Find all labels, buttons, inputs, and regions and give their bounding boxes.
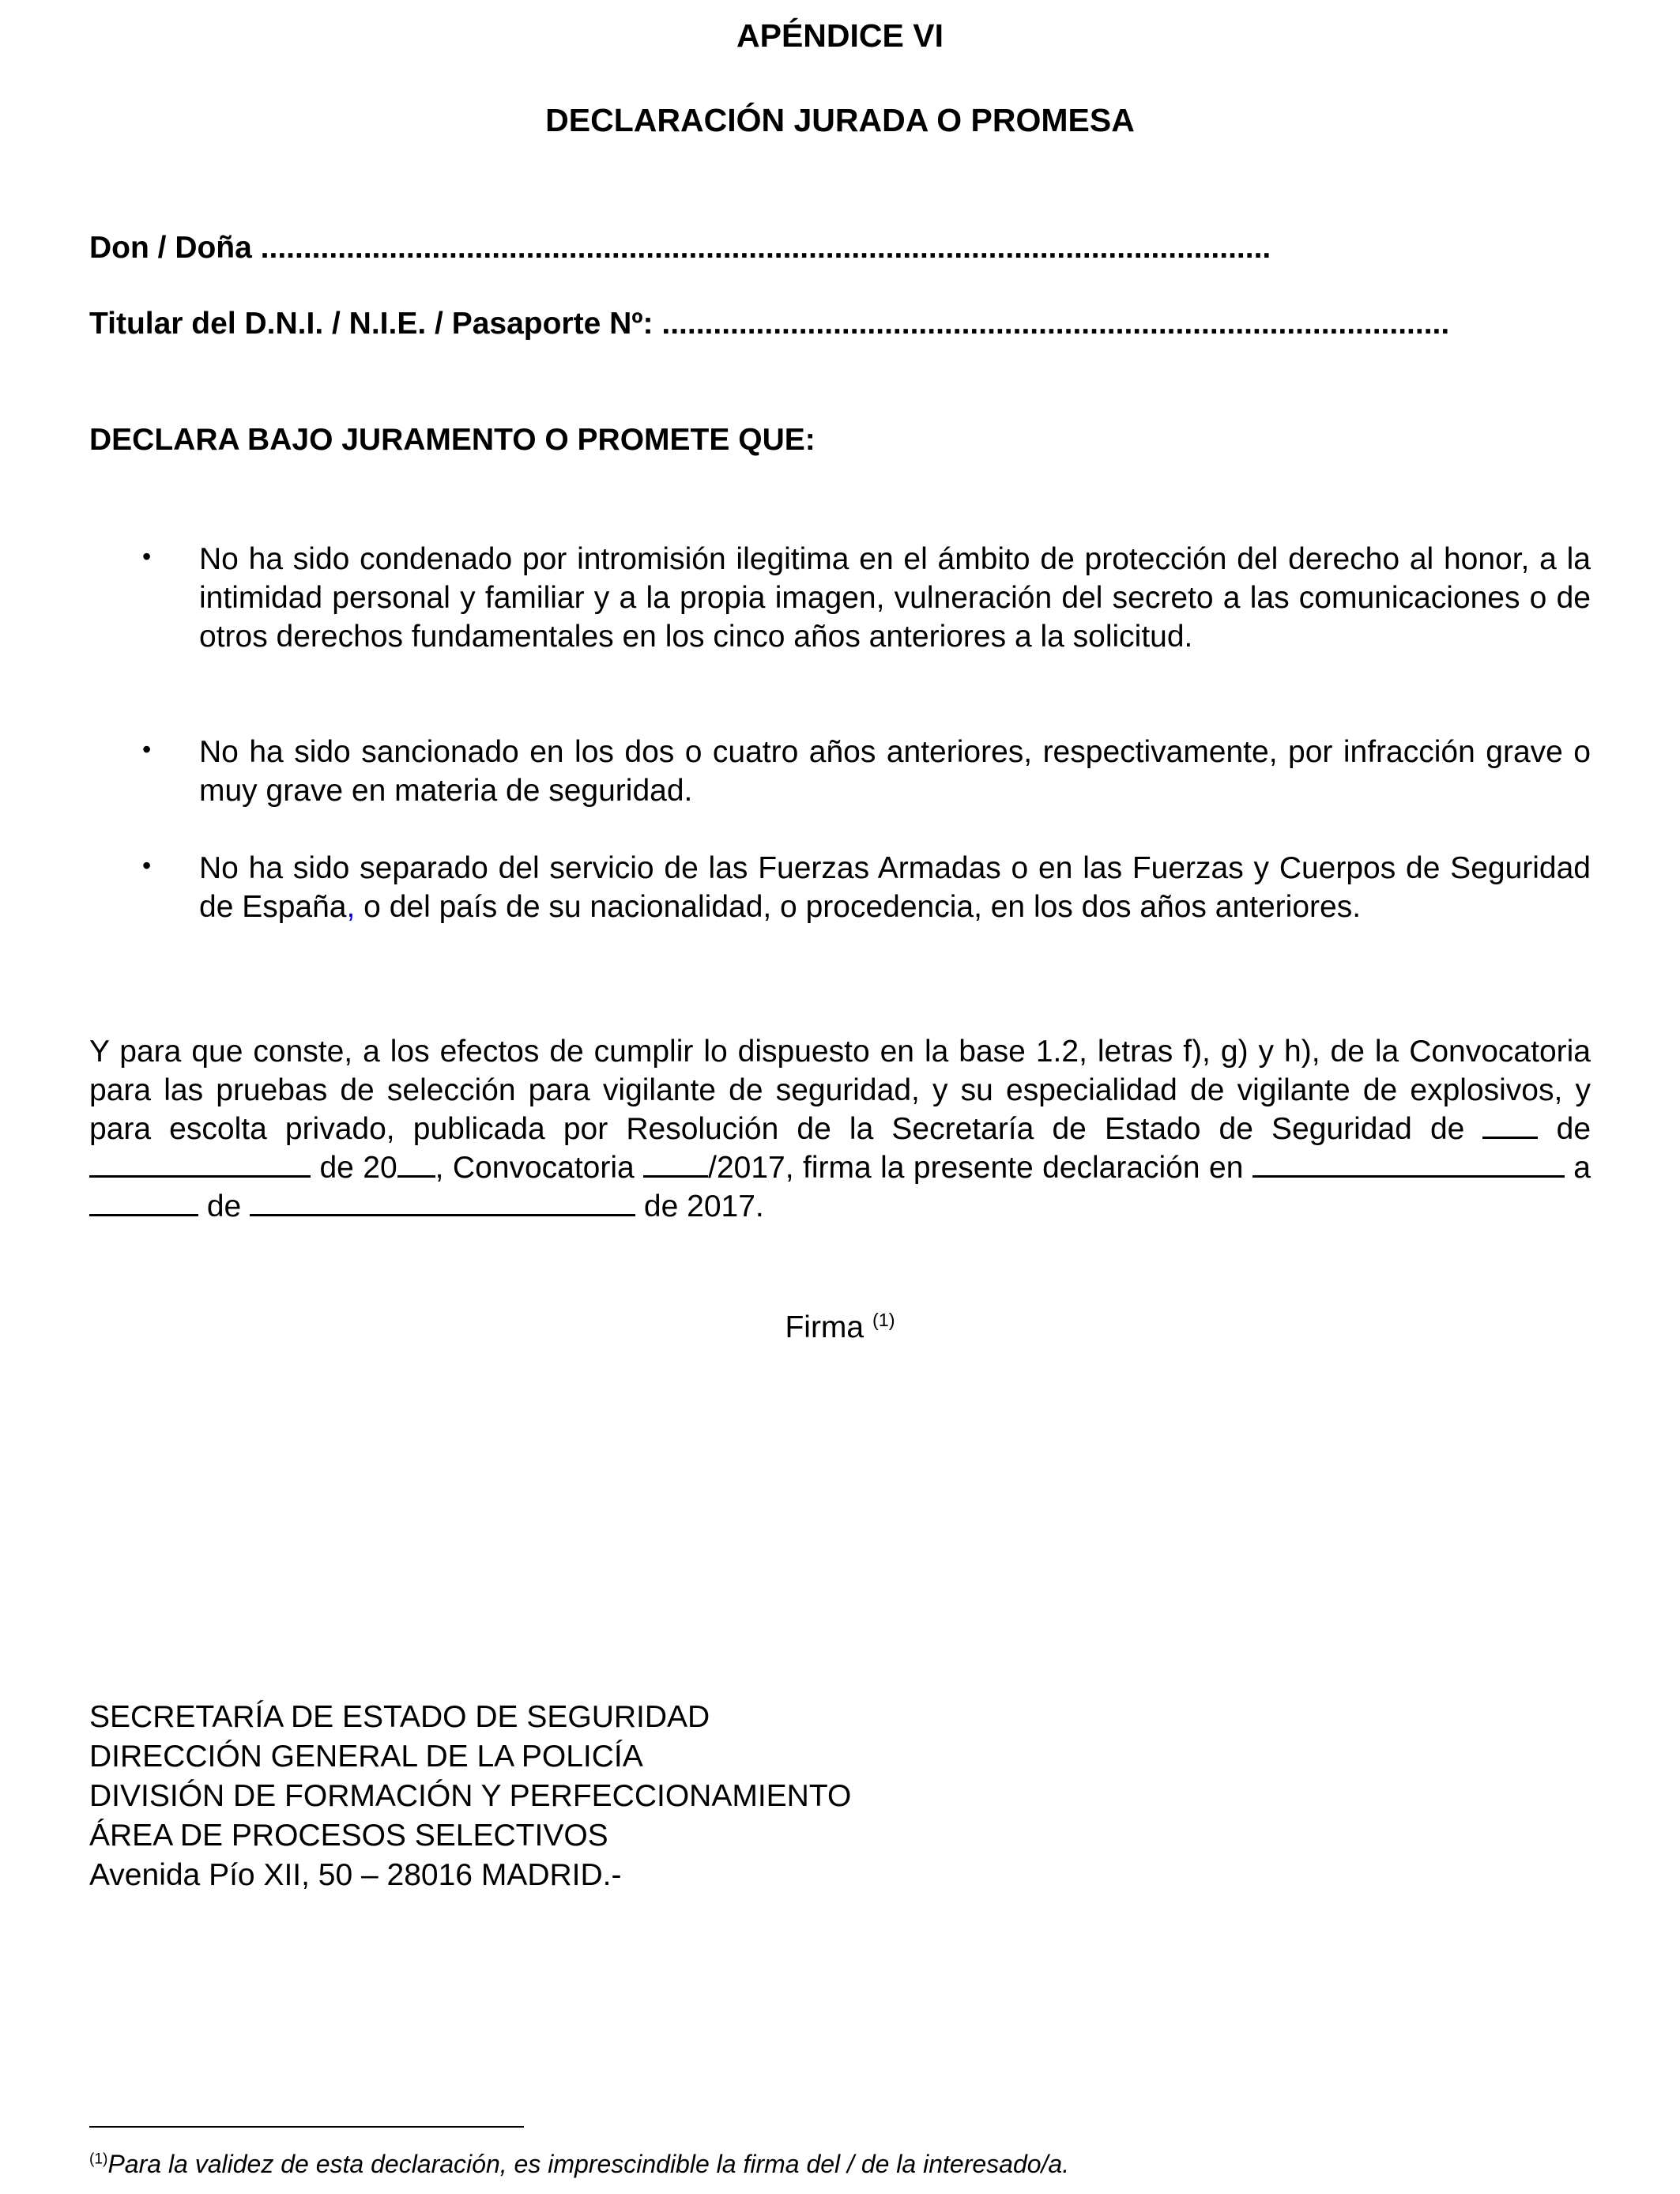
id-field[interactable] [89,307,1591,341]
name-field[interactable] [89,231,1591,266]
day-blank[interactable] [1482,1111,1538,1139]
closing-end: de 2017. [643,1189,764,1223]
address-block [89,1698,851,1895]
item3-comma: , [346,890,356,924]
closing-de-1: de [1556,1112,1591,1146]
year-blank[interactable] [397,1150,435,1178]
declaration-item-2: No ha sido sancionado en los dos o cuatro años anteriores, respectivamente, por infracción grave o muy grave en materia de seguridad. [199,735,1591,808]
signature-text: Firma [785,1310,864,1344]
place-blank[interactable] [1252,1150,1565,1178]
closing-de-2: de [206,1189,242,1223]
bullet-icon: • [142,735,152,763]
declaration-item-3 [199,849,1591,926]
appendix-heading: APÉNDICE VI [736,17,944,54]
item3-text-b: o del país de su nacionalidad, o procedencia, en los dos años anteriores. [355,890,1362,924]
closing-declaracion: declaración en [1042,1151,1244,1185]
address-line: ÁREA DE PROCESOS SELECTIVOS [89,1819,608,1853]
item3-text-a: No ha sido separado del servicio de las Fuerzas Armadas o en las Fuerzas y Cuerpos de Seguridad de España [199,851,1591,924]
closing-intro: Y para que conste, a los efectos de cumplir lo dispuesto en la base 1.2, letras f), g) y h), de la Convocatoria para las pruebas de selección para vigilante de seguridad, y su especialidad de vigilante de explosivos, y para escolta privado, publicada por Resolución de la Secretaría de Estado de Seguridad de [89,1035,1591,1146]
address-line: DIVISIÓN DE FORMACIÓN Y PERFECCIONAMIENTO [89,1779,852,1813]
address-line: SECRETARÍA DE ESTADO DE SEGURIDAD [89,1700,710,1734]
address-line: DIRECCIÓN GENERAL DE LA POLICÍA [89,1740,643,1774]
closing-paragraph [89,1032,1591,1226]
page-title: DECLARACIÓN JURADA O PROMESA [545,102,1135,138]
footnote-text: Para la validez de esta declaración, es imprescindible la firma del / de la interesado/a. [107,2150,1070,2178]
signature-note-ref: (1) [872,1310,895,1330]
month-blank[interactable] [89,1150,311,1178]
declaration-heading: DECLARA BAJO JURAMENTO O PROMETE QUE: [89,423,816,457]
closing-convocatoria: , Convocatoria [435,1151,635,1185]
name-label: Don / Doña [89,231,252,265]
id-label: Titular del D.N.I. / N.I.E. / Pasaporte Nº: [89,307,654,341]
footnote-divider [89,2126,524,2128]
convocatoria-blank[interactable] [643,1150,708,1178]
bullet-icon: • [142,851,152,880]
footnote-ref: (1) [89,2151,108,2168]
date-day-blank[interactable] [89,1189,198,1216]
footnote [89,2150,1069,2179]
closing-de-20: de 20 [319,1151,397,1185]
closing-year: /2017, firma la presente [708,1151,1034,1185]
date-month-blank[interactable] [250,1189,635,1216]
signature-label [0,1310,1680,1345]
closing-a: a [1573,1151,1591,1185]
id-dots: ............................................................................................ [661,307,1450,341]
declaration-item-1: No ha sido condenado por intromisión ilegitima en el ámbito de protección del derecho al honor, a la intimidad personal y familiar y a la propia imagen, vulneración del secreto a las comunicaciones o de otros derechos fundamentales en los cinco años anteriores a la solicitud. [199,542,1591,654]
address-line: Avenida Pío XII, 50 – 28016 MADRID.- [89,1858,622,1892]
name-dots: ...................................................................................................................... [260,231,1271,265]
bullet-icon: • [142,542,152,571]
